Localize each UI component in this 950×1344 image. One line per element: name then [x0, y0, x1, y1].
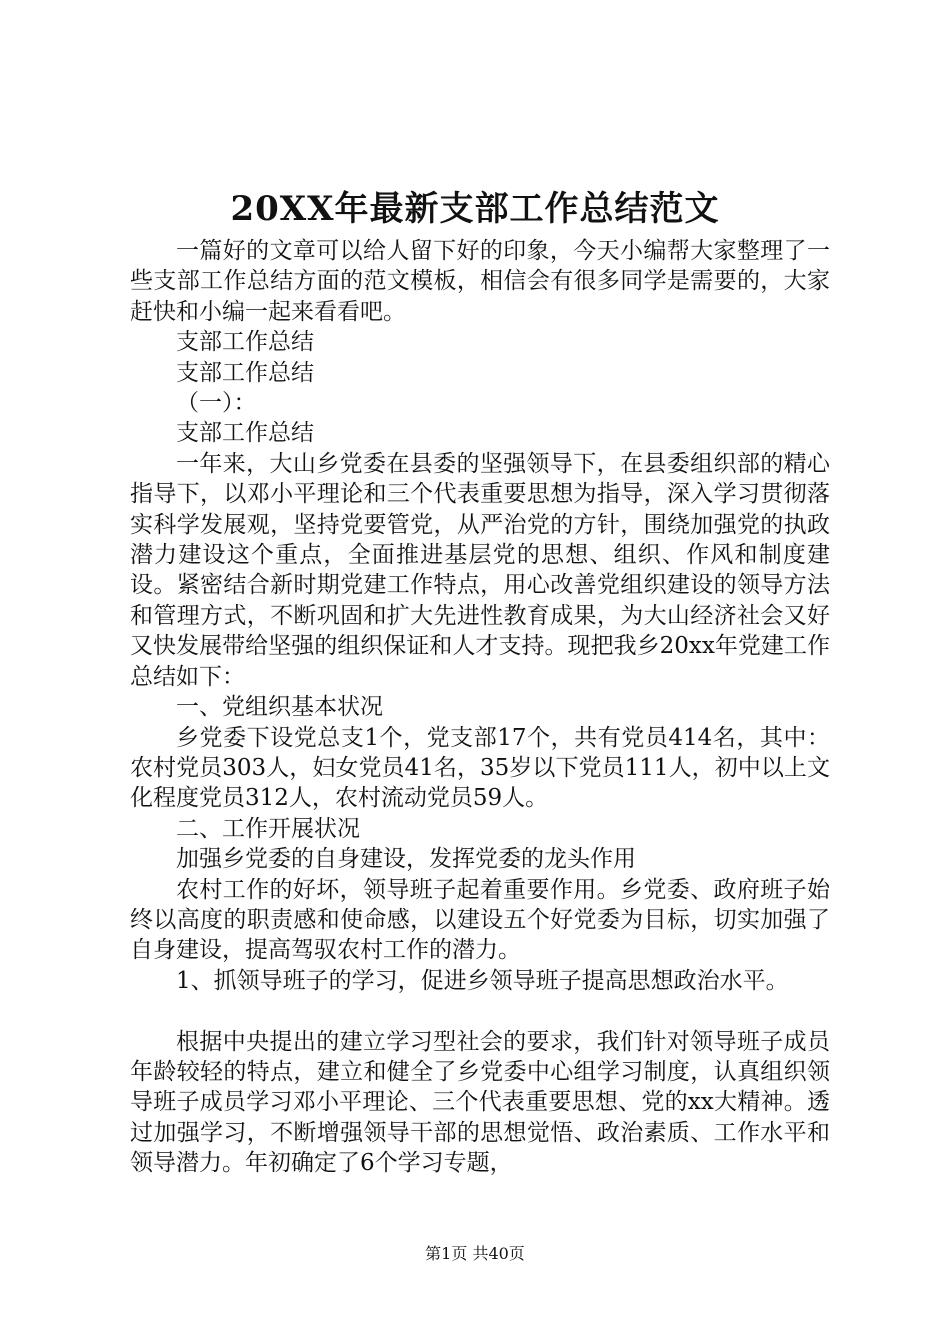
blank-line [130, 996, 830, 1026]
paragraph-body: 农村工作的好坏，领导班子起着重要作用。乡党委、政府班子始终以高度的职责感和使命感，以建设五个好党委为目标，切实加强了自身建设，提高驾驭农村工作的潜力。 [130, 876, 830, 964]
paragraph-body: 乡党委下设党总支1个，党支部17个，共有党员414名，其中：农村党员303人，妇女党员41名，35岁以下党员111人，初中以上文化程度党员312人，农村流动党员59人。 [130, 724, 830, 812]
paragraph-body: 一年来，大山乡党委在县委的坚强领导下，在县委组织部的精心指导下，以邓小平理论和三个代表重要思想为指导，深入学习贯彻落实科学发展观，坚持党要管党，从严治党的方针，围绕加强党的执政潜力建设这个重点，全面推进基层党的思想、组织、作风和制度建设。紧密结合新时期党建工作特点，用心改善党组织建设的领导方法和管理方式，不断巩固和扩大先进性教育成果，为大山经济社会又好又快发展带给坚强的组织保证和人才支持。现把我乡20xx年党建工作总结如下： [130, 450, 830, 690]
section-heading: 二、工作开展状况 [176, 815, 360, 842]
paragraph-intro: 一篇好的文章可以给人留下好的印象，今天小编帮大家整理了一些支部工作总结方面的范文模板，相信会有很多同学是需要的，大家赶快和小编一起来看看吧。 [130, 238, 830, 325]
document-body [130, 236, 830, 1179]
paragraph-heading: 支部工作总结 [176, 420, 314, 447]
paragraph-heading: 支部工作总结 [176, 329, 314, 356]
sub-heading: 加强乡党委的自身建设，发挥党委的龙头作用 [176, 846, 636, 873]
page-footer: 第1页 共40页 [425, 1244, 525, 1263]
paragraph-heading: 支部工作总结 [176, 359, 314, 386]
document-title: 20XX年最新支部工作总结范文 [230, 189, 720, 229]
paragraph-heading: （一）： [176, 390, 257, 417]
paragraph-body: 根据中央提出的建立学习型社会的要求，我们针对领导班子成员年龄较轻的特点，建立和健全了乡党委中心组学习制度，认真组织领导班子成员学习邓小平理论、三个代表重要思想、党的xx大精神。透过加强学习，不断增强领导干部的思想觉悟、政治素质、工作水平和领导潜力。年初确定了6个学习专题， [130, 1028, 830, 1177]
list-item: 1、抓领导班子的学习，促进乡领导班子提高思想政治水平。 [176, 967, 789, 994]
section-heading: 一、党组织基本状况 [176, 694, 383, 721]
